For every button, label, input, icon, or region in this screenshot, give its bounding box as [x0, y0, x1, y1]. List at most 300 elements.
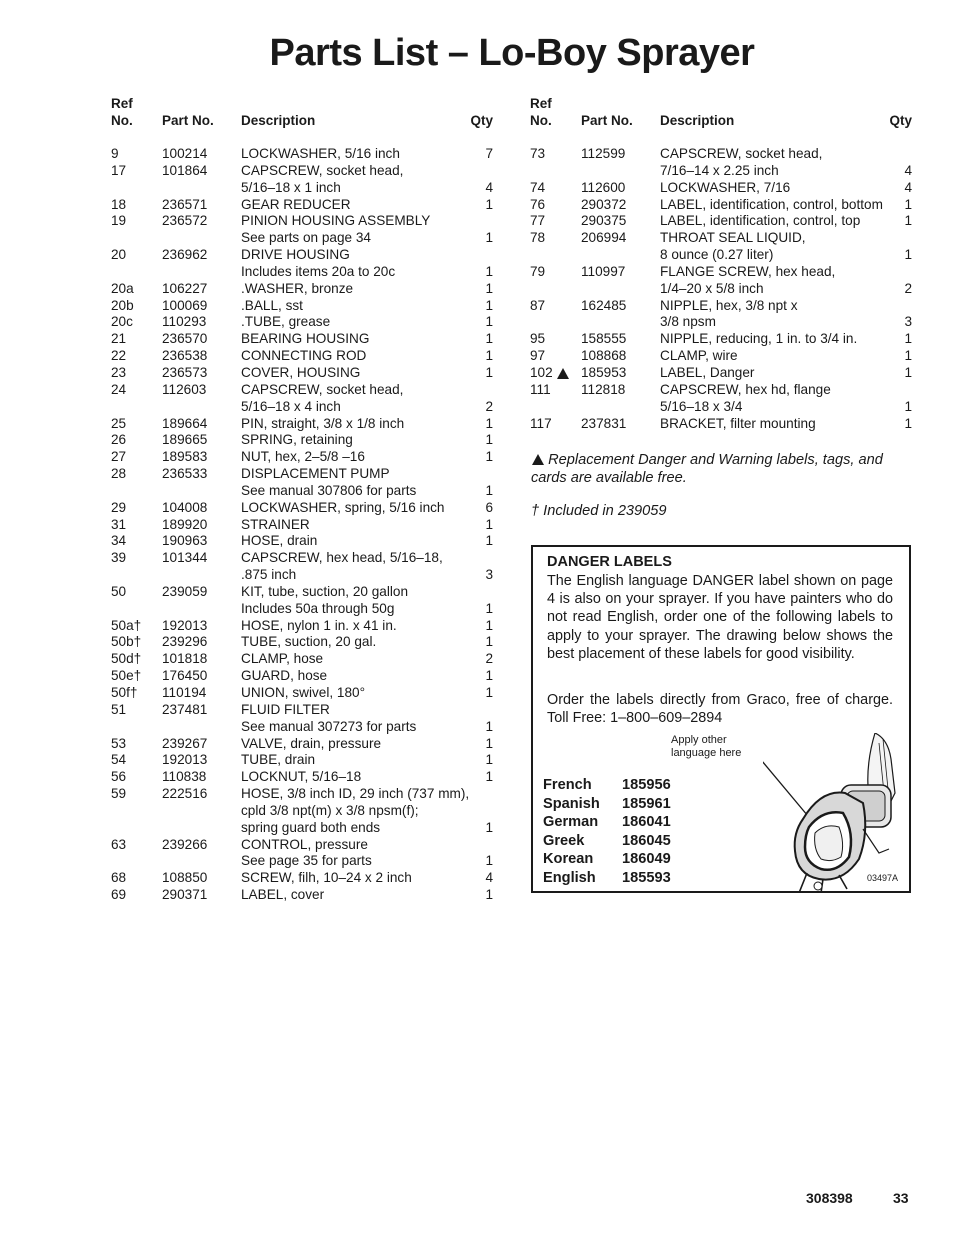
part-quantity: 1 — [485, 364, 493, 380]
ref-number: 27 — [111, 449, 127, 465]
part-quantity: 1 — [904, 364, 912, 380]
language-label-row — [543, 869, 703, 888]
warning-triangle-icon — [557, 368, 569, 379]
part-description: SPRING, retaining — [241, 432, 353, 448]
part-row — [530, 180, 914, 197]
part-row — [111, 466, 495, 483]
part-description: FLANGE SCREW, hex head, — [660, 263, 836, 279]
part-row — [111, 584, 495, 601]
part-description: HOSE, 3/8 inch ID, 29 inch (737 mm), — [241, 786, 470, 802]
part-row — [111, 213, 495, 230]
document-number: 308398 — [806, 1190, 853, 1206]
part-row — [530, 264, 914, 281]
table-header — [111, 96, 495, 146]
part-quantity: 1 — [485, 482, 493, 498]
part-description: SCREW, filh, 10–24 x 2 inch — [241, 870, 412, 886]
part-row — [111, 668, 495, 685]
part-quantity: 3 — [904, 314, 912, 330]
ref-number: 39 — [111, 550, 127, 566]
part-row — [111, 365, 495, 382]
part-description: 7/16–14 x 2.25 inch — [660, 162, 779, 178]
part-number: 101864 — [162, 162, 208, 178]
part-row — [111, 786, 495, 803]
ref-number: 50e† — [111, 668, 142, 684]
part-number: 236533 — [162, 466, 208, 482]
header-ref-line1: Ref — [111, 96, 133, 111]
part-description: .BALL, sst — [241, 297, 303, 313]
sprayer-label-drawing — [763, 733, 903, 893]
part-number: 236571 — [162, 196, 208, 212]
part-number: 237481 — [162, 701, 208, 717]
ref-number: 20b — [111, 297, 134, 313]
ref-number: 59 — [111, 786, 127, 802]
part-description: HOSE, nylon 1 in. x 41 in. — [241, 617, 397, 633]
language-label-row — [543, 813, 703, 832]
part-row — [111, 837, 495, 854]
ref-number: 79 — [530, 263, 546, 279]
ref-number: 51 — [111, 701, 127, 717]
part-description: See manual 307806 for parts — [241, 482, 417, 498]
warning-triangle-icon — [532, 454, 544, 465]
part-row — [111, 736, 495, 753]
part-row — [111, 314, 495, 331]
part-row — [111, 483, 495, 500]
figure-code: 03497A — [867, 873, 899, 883]
part-number: 192013 — [162, 617, 208, 633]
header-part-no: Part No. — [162, 113, 214, 128]
part-description: BRACKET, filter mounting — [660, 415, 816, 431]
part-row — [111, 298, 495, 315]
part-description: TUBE, drain — [241, 752, 316, 768]
part-row — [111, 533, 495, 550]
part-row — [111, 331, 495, 348]
part-row — [111, 230, 495, 247]
part-row — [111, 853, 495, 870]
part-number: 192013 — [162, 752, 208, 768]
part-description: CAPSCREW, socket head, — [660, 146, 823, 161]
part-description: Includes 50a through 50g — [241, 600, 395, 616]
ref-number: 97 — [530, 348, 546, 364]
part-number: 236570 — [162, 331, 208, 347]
part-description: 1/4–20 x 5/8 inch — [660, 280, 764, 296]
part-quantity: 1 — [485, 348, 493, 364]
ref-number: 50b† — [111, 634, 142, 650]
header-ref-line1: Ref — [530, 96, 552, 111]
part-number: 222516 — [162, 786, 208, 802]
part-row — [111, 146, 495, 163]
callout-text: Apply other language here — [671, 734, 742, 759]
part-quantity: 1 — [485, 415, 493, 431]
part-row — [530, 281, 914, 298]
part-row — [530, 230, 914, 247]
ref-number: 87 — [530, 297, 546, 313]
part-description: STRAINER — [241, 516, 310, 532]
part-description: KIT, tube, suction, 20 gallon — [241, 583, 409, 599]
part-number: 189664 — [162, 415, 208, 431]
part-row — [530, 163, 914, 180]
ref-number: 95 — [530, 331, 546, 347]
part-number: 239296 — [162, 634, 208, 650]
part-number: 110997 — [581, 263, 626, 279]
ref-number: 20 — [111, 247, 127, 263]
part-description: TUBE, suction, 20 gal. — [241, 634, 377, 650]
part-number: 239267 — [162, 735, 208, 751]
part-number: 100069 — [162, 297, 208, 313]
part-quantity: 4 — [485, 179, 493, 195]
part-quantity: 1 — [485, 314, 493, 330]
part-description: CAPSCREW, socket head, — [241, 381, 404, 397]
part-quantity: 1 — [485, 331, 493, 347]
part-number: 236962 — [162, 247, 208, 263]
part-number: 189583 — [162, 449, 208, 465]
part-description: NIPPLE, reducing, 1 in. to 3/4 in. — [660, 331, 858, 347]
ref-number: 56 — [111, 769, 127, 785]
part-quantity: 1 — [485, 600, 493, 616]
part-quantity: 1 — [485, 533, 493, 549]
ref-number: 68 — [111, 870, 127, 886]
part-row — [111, 685, 495, 702]
danger-labels-title: DANGER LABELS — [547, 554, 672, 570]
header-ref-line2: No. — [111, 113, 133, 128]
part-row — [111, 634, 495, 651]
part-number: 236573 — [162, 364, 208, 380]
part-number: 110293 — [162, 314, 207, 330]
part-description: DRIVE HOUSING — [241, 247, 350, 263]
part-description: PIN, straight, 3/8 x 1/8 inch — [241, 415, 405, 431]
ref-number: 22 — [111, 348, 127, 364]
part-row — [111, 601, 495, 618]
table-header — [530, 96, 914, 146]
part-number: 239266 — [162, 836, 208, 852]
part-description: cpld 3/8 npt(m) x 3/8 npsm(f); — [241, 802, 419, 818]
part-quantity: 1 — [485, 280, 493, 296]
part-description: LOCKWASHER, 5/16 inch — [241, 146, 400, 161]
part-number: 101344 — [162, 550, 208, 566]
part-quantity: 1 — [485, 887, 493, 903]
part-description: CLAMP, hose — [241, 651, 324, 667]
part-description: .875 inch — [241, 567, 297, 583]
danger-labels-paragraph: The English language DANGER label shown on page 4 is also on your sprayer. If you have painters who do not read English, order one of the following labels to apply to your sprayer. The drawing below shows the best placement of these labels for good visibility. — [547, 573, 893, 662]
language-part-number: 186041 — [622, 814, 671, 831]
part-number: 290372 — [581, 196, 627, 212]
part-quantity: 1 — [485, 196, 493, 212]
danger-labels-box — [531, 545, 911, 893]
part-description: 8 ounce (0.27 liter) — [660, 247, 774, 263]
part-quantity: 1 — [485, 718, 493, 734]
header-qty: Qty — [470, 113, 493, 128]
page-number: 33 — [893, 1190, 909, 1206]
ref-number: 54 — [111, 752, 127, 768]
part-description: See manual 307273 for parts — [241, 718, 417, 734]
part-quantity: 2 — [485, 651, 493, 667]
part-number: 190963 — [162, 533, 208, 549]
part-description: CONTROL, pressure — [241, 836, 368, 852]
ref-number: 20c — [111, 314, 133, 330]
part-description: Includes items 20a to 20c — [241, 263, 396, 279]
ref-number: 50 — [111, 583, 127, 599]
part-quantity: 1 — [904, 331, 912, 347]
part-quantity: 4 — [485, 870, 493, 886]
parts-table-right — [530, 96, 914, 432]
part-quantity: 2 — [485, 398, 493, 414]
part-quantity: 7 — [485, 146, 493, 161]
part-row — [111, 416, 495, 433]
part-description: 5/16–18 x 3/4 — [660, 398, 743, 414]
part-row — [111, 769, 495, 786]
part-number: 101818 — [162, 651, 208, 667]
part-quantity: 3 — [485, 567, 493, 583]
header-ref-line2: No. — [530, 113, 552, 128]
ref-number: 53 — [111, 735, 127, 751]
part-description: CAPSCREW, hex head, 5/16–18, — [241, 550, 443, 566]
language-label-list — [543, 776, 703, 888]
part-description: 3/8 npsm — [660, 314, 716, 330]
part-quantity: 1 — [485, 853, 493, 869]
ref-number: 24 — [111, 381, 127, 397]
part-description: 5/16–18 x 4 inch — [241, 398, 341, 414]
part-row — [111, 702, 495, 719]
ref-number: 102 — [530, 364, 553, 380]
part-number: 110838 — [162, 769, 207, 785]
part-description: HOSE, drain — [241, 533, 318, 549]
part-row — [111, 163, 495, 180]
part-number: 100214 — [162, 146, 208, 161]
ref-number: 73 — [530, 146, 546, 161]
part-quantity: 1 — [485, 516, 493, 532]
part-row — [111, 348, 495, 365]
part-number: 158555 — [581, 331, 627, 347]
header-qty: Qty — [889, 113, 912, 128]
header-description: Description — [660, 113, 735, 128]
included-note: † Included in 239059 — [531, 503, 667, 519]
ref-number: 26 — [111, 432, 127, 448]
part-row — [530, 382, 914, 399]
language-label-row — [543, 795, 703, 814]
part-quantity: 1 — [904, 415, 912, 431]
part-quantity: 1 — [485, 634, 493, 650]
part-row — [111, 517, 495, 534]
part-number: 290371 — [162, 887, 208, 903]
part-description: NIPPLE, hex, 3/8 npt x — [660, 297, 798, 313]
ref-number: 111 — [530, 381, 551, 397]
part-quantity: 1 — [904, 213, 912, 229]
header-part-no: Part No. — [581, 113, 633, 128]
part-description: .WASHER, bronze — [241, 280, 354, 296]
part-quantity: 1 — [485, 263, 493, 279]
part-description: 5/16–18 x 1 inch — [241, 179, 341, 195]
part-row — [111, 382, 495, 399]
ref-number: 20a — [111, 280, 134, 296]
ref-number: 28 — [111, 466, 127, 482]
part-row — [530, 146, 914, 163]
part-quantity: 2 — [904, 280, 912, 296]
ref-number: 50f† — [111, 685, 138, 700]
language-part-number: 185961 — [622, 795, 671, 812]
ref-number: 18 — [111, 196, 127, 212]
part-row — [530, 399, 914, 416]
part-description: GEAR REDUCER — [241, 196, 351, 212]
language-name: Spanish — [543, 795, 600, 812]
language-name: French — [543, 777, 592, 793]
part-description: CLAMP, wire — [660, 348, 738, 364]
part-row — [111, 281, 495, 298]
part-quantity: 1 — [485, 752, 493, 768]
part-number: 112818 — [581, 381, 626, 397]
parts-rows-left — [111, 146, 495, 904]
ref-number: 9 — [111, 146, 119, 161]
ref-number: 29 — [111, 499, 127, 515]
language-name: German — [543, 814, 599, 831]
ref-number: 19 — [111, 213, 127, 229]
header-description: Description — [241, 113, 316, 128]
part-description: LOCKNUT, 5/16–18 — [241, 769, 362, 785]
part-description: FLUID FILTER — [241, 701, 330, 717]
part-row — [111, 870, 495, 887]
part-row — [530, 247, 914, 264]
part-quantity: 1 — [485, 685, 493, 700]
part-description: PINION HOUSING ASSEMBLY — [241, 213, 431, 229]
part-description: LABEL, Danger — [660, 364, 755, 380]
part-description: CONNECTING ROD — [241, 348, 367, 364]
ref-number: 50d† — [111, 651, 142, 667]
language-label-row — [543, 832, 703, 851]
part-quantity: 1 — [485, 230, 493, 246]
part-description: DISPLACEMENT PUMP — [241, 466, 390, 482]
part-quantity: 1 — [485, 769, 493, 785]
part-row — [111, 719, 495, 736]
part-row — [530, 365, 914, 382]
language-part-number: 186049 — [622, 851, 671, 868]
ref-number: 117 — [530, 415, 552, 431]
ref-number: 25 — [111, 415, 127, 431]
part-number: 108850 — [162, 870, 208, 886]
part-description: UNION, swivel, 180° — [241, 685, 366, 700]
language-part-number: 186045 — [622, 832, 671, 849]
part-row — [111, 399, 495, 416]
part-row — [530, 197, 914, 214]
part-description: GUARD, hose — [241, 668, 328, 684]
part-row — [111, 618, 495, 635]
part-description: NUT, hex, 2–5/8 –16 — [241, 449, 365, 465]
part-description: See parts on page 34 — [241, 230, 371, 246]
language-label-row — [543, 850, 703, 869]
part-description: CAPSCREW, socket head, — [241, 162, 404, 178]
order-paragraph: Order the labels directly from Graco, free of charge. Toll Free: 1–800–609–2894 — [547, 692, 893, 727]
part-row — [111, 752, 495, 769]
part-description: .TUBE, grease — [241, 314, 331, 330]
part-description: CAPSCREW, hex hd, flange — [660, 381, 831, 397]
language-part-number: 185593 — [622, 869, 671, 886]
part-row — [111, 567, 495, 584]
part-description: COVER, HOUSING — [241, 364, 361, 380]
ref-number: 76 — [530, 196, 546, 212]
page-title: Parts List – Lo-Boy Sprayer — [269, 32, 755, 74]
language-name: English — [543, 869, 596, 886]
part-quantity: 1 — [485, 819, 493, 835]
part-number: 112600 — [581, 179, 626, 195]
part-row — [111, 651, 495, 668]
part-row — [111, 449, 495, 466]
part-row — [530, 416, 914, 433]
part-number: 236572 — [162, 213, 208, 229]
language-name: Greek — [543, 832, 585, 849]
part-number: 239059 — [162, 583, 208, 599]
part-number: 237831 — [581, 415, 627, 431]
part-number: 162485 — [581, 297, 627, 313]
ref-number: 74 — [530, 179, 546, 195]
part-number: 106227 — [162, 280, 208, 296]
part-row — [530, 213, 914, 230]
language-label-row — [543, 776, 703, 795]
ref-number: 63 — [111, 836, 127, 852]
part-quantity: 1 — [485, 735, 493, 751]
ref-number: 21 — [111, 331, 127, 347]
part-number: 189665 — [162, 432, 208, 448]
part-row — [111, 197, 495, 214]
language-name: Korean — [543, 851, 594, 868]
part-description: spring guard both ends — [241, 819, 381, 835]
part-quantity: 1 — [904, 348, 912, 364]
part-number: 176450 — [162, 668, 208, 684]
part-quantity: 1 — [485, 432, 493, 448]
part-number: 206994 — [581, 230, 627, 246]
part-number: 185953 — [581, 364, 627, 380]
part-row — [530, 298, 914, 315]
part-row — [111, 820, 495, 837]
part-number: 108868 — [581, 348, 627, 364]
ref-number: 34 — [111, 533, 127, 549]
part-number: 236538 — [162, 348, 208, 364]
part-row — [111, 887, 495, 904]
part-row — [530, 348, 914, 365]
part-description: BEARING HOUSING — [241, 331, 370, 347]
replacement-note-text: Replacement Danger and Warning labels, tags, and cards are available free. — [531, 452, 883, 486]
part-number: 112599 — [581, 146, 626, 161]
part-quantity: 6 — [485, 499, 493, 515]
part-description: LOCKWASHER, spring, 5/16 inch — [241, 499, 445, 515]
part-quantity: 1 — [904, 247, 912, 263]
part-quantity: 1 — [904, 196, 912, 212]
ref-number: 69 — [111, 887, 127, 903]
ref-number: 50a† — [111, 617, 142, 633]
part-number: 104008 — [162, 499, 208, 515]
part-row — [530, 331, 914, 348]
ref-number: 23 — [111, 364, 127, 380]
part-number: 112603 — [162, 381, 207, 397]
part-quantity: 1 — [485, 668, 493, 684]
part-row — [111, 500, 495, 517]
part-quantity: 1 — [904, 398, 912, 414]
replacement-note — [531, 451, 916, 487]
part-row — [530, 314, 914, 331]
ref-number: 77 — [530, 213, 546, 229]
parts-rows-right — [530, 146, 914, 432]
part-description: See page 35 for parts — [241, 853, 372, 869]
part-number: 290375 — [581, 213, 627, 229]
ref-number: 78 — [530, 230, 546, 246]
part-quantity: 1 — [485, 617, 493, 633]
language-part-number: 185956 — [622, 777, 671, 793]
part-quantity: 1 — [485, 297, 493, 313]
part-quantity: 1 — [485, 449, 493, 465]
part-row — [111, 550, 495, 567]
part-description: LABEL, identification, control, bottom — [660, 196, 883, 212]
part-row — [111, 803, 495, 820]
part-row — [111, 180, 495, 197]
part-description: LABEL, cover — [241, 887, 325, 903]
part-number: 110194 — [162, 685, 207, 700]
part-row — [111, 264, 495, 281]
